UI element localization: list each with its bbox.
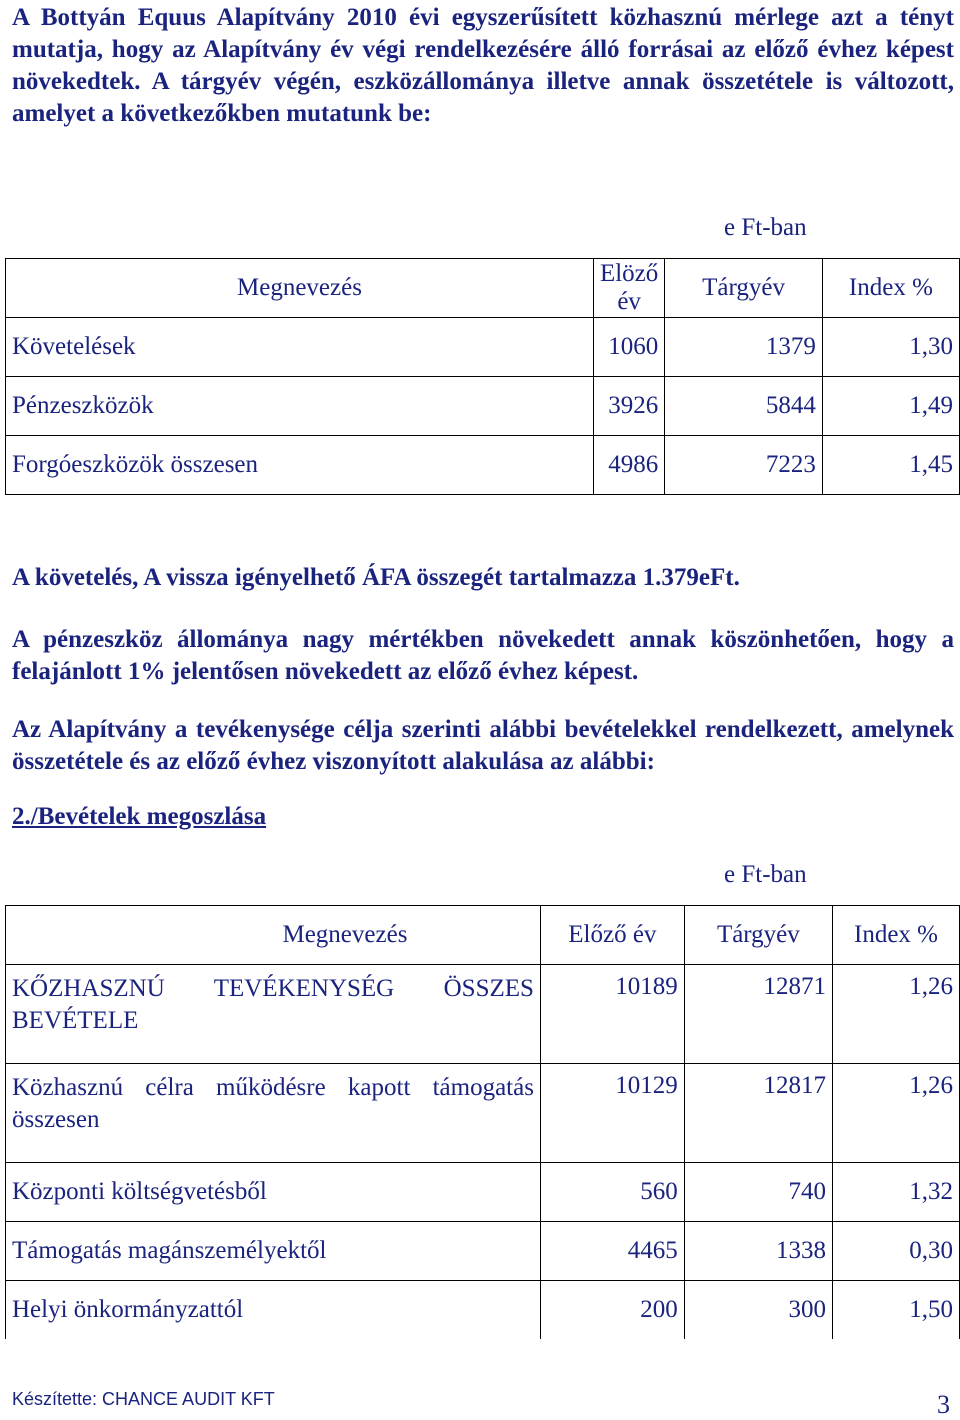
row-prev-year: 1060 bbox=[593, 318, 664, 377]
row-index: 1,50 bbox=[833, 1281, 960, 1340]
row-prev-year: 560 bbox=[540, 1163, 684, 1222]
unit-label-1: e Ft-ban bbox=[724, 214, 807, 241]
table-row bbox=[6, 1163, 960, 1222]
footer-author: Készítette: CHANCE AUDIT KFT bbox=[12, 1389, 275, 1409]
table-row bbox=[6, 436, 960, 495]
table-row bbox=[6, 318, 960, 377]
row-prev-year: 10189 bbox=[540, 965, 684, 1064]
section-heading-revenues: 2./Bevételek megoszlása bbox=[12, 803, 267, 830]
header-prev-year: Elöző év bbox=[593, 259, 664, 318]
page-number: 3 bbox=[937, 1390, 950, 1419]
table-row bbox=[6, 377, 960, 436]
paragraph-receivables: A követelés, A vissza igényelhető ÁFA összegét tartalmazza 1.379eFt. bbox=[12, 564, 740, 591]
table-row bbox=[6, 1281, 960, 1340]
header-name: Megnevezés bbox=[6, 906, 541, 965]
paragraph-cash: A pénzeszköz állománya nagy mértékben növekedett annak köszönhetően, hogy a felajánlott 1% jelentősen növekedett az előző évhez képest. bbox=[12, 626, 954, 685]
row-prev-year: 4986 bbox=[593, 436, 664, 495]
header-index: Index % bbox=[833, 906, 960, 965]
row-current-year: 1379 bbox=[665, 318, 823, 377]
row-prev-year: 4465 bbox=[540, 1222, 684, 1281]
row-prev-year: 200 bbox=[540, 1281, 684, 1340]
row-current-year: 7223 bbox=[665, 436, 823, 495]
row-current-year: 740 bbox=[684, 1163, 832, 1222]
header-current-year: Tárgyév bbox=[665, 259, 823, 318]
row-current-year: 300 bbox=[684, 1281, 832, 1340]
header-prev-year: Előző év bbox=[540, 906, 684, 965]
row-index: 0,30 bbox=[833, 1222, 960, 1281]
table-header-row bbox=[6, 906, 960, 965]
row-current-year: 5844 bbox=[665, 377, 823, 436]
row-current-year: 1338 bbox=[684, 1222, 832, 1281]
revenue-table bbox=[5, 905, 960, 1339]
row-index: 1,26 bbox=[833, 1064, 960, 1163]
row-current-year: 12871 bbox=[684, 965, 832, 1064]
row-index: 1,49 bbox=[822, 377, 959, 436]
row-prev-year: 10129 bbox=[540, 1064, 684, 1163]
header-index: Index % bbox=[822, 259, 959, 318]
row-index: 1,32 bbox=[833, 1163, 960, 1222]
row-index: 1,26 bbox=[833, 965, 960, 1064]
table-row bbox=[6, 1064, 960, 1163]
intro-paragraph: A Bottyán Equus Alapítvány 2010 évi egyszerűsített közhasznú mérlege azt a tényt mutatja, hogy az Alapítvány év végi rendelkezésére álló forrásai az előző évhez képest növekedtek. A tárgyév végén, eszközállománya illetve annak összetétele is változott, amelyet a következőkben mutatunk be: bbox=[12, 4, 954, 127]
row-name: Támogatás magánszemélyektől bbox=[6, 1222, 541, 1281]
paragraph-revenues: Az Alapítvány a tevékenysége célja szerinti alábbi bevételekkel rendelkezett, amelynek összetétele és az előző évhez viszonyított alakulása az alábbi: bbox=[12, 716, 954, 775]
table-row bbox=[6, 965, 960, 1064]
row-prev-year: 3926 bbox=[593, 377, 664, 436]
row-index: 1,45 bbox=[822, 436, 959, 495]
assets-table bbox=[5, 258, 960, 495]
row-name: Helyi önkormányzattól bbox=[6, 1281, 541, 1340]
table-row bbox=[6, 1222, 960, 1281]
row-name: Közhasznú célra működésre kapott támogatás összesen bbox=[6, 1064, 541, 1163]
row-index: 1,30 bbox=[822, 318, 959, 377]
row-name: Követelések bbox=[6, 318, 594, 377]
row-name: Forgóeszközök összesen bbox=[6, 436, 594, 495]
header-name: Megnevezés bbox=[6, 259, 594, 318]
header-current-year: Tárgyév bbox=[684, 906, 832, 965]
row-name: KŐZHASZNÚ TEVÉKENYSÉG ÖSSZES BEVÉTELE bbox=[6, 965, 541, 1064]
table-header-row bbox=[6, 259, 960, 318]
row-name: Központi költségvetésből bbox=[6, 1163, 541, 1222]
row-current-year: 12817 bbox=[684, 1064, 832, 1163]
unit-label-2: e Ft-ban bbox=[724, 861, 807, 888]
row-name: Pénzeszközök bbox=[6, 377, 594, 436]
